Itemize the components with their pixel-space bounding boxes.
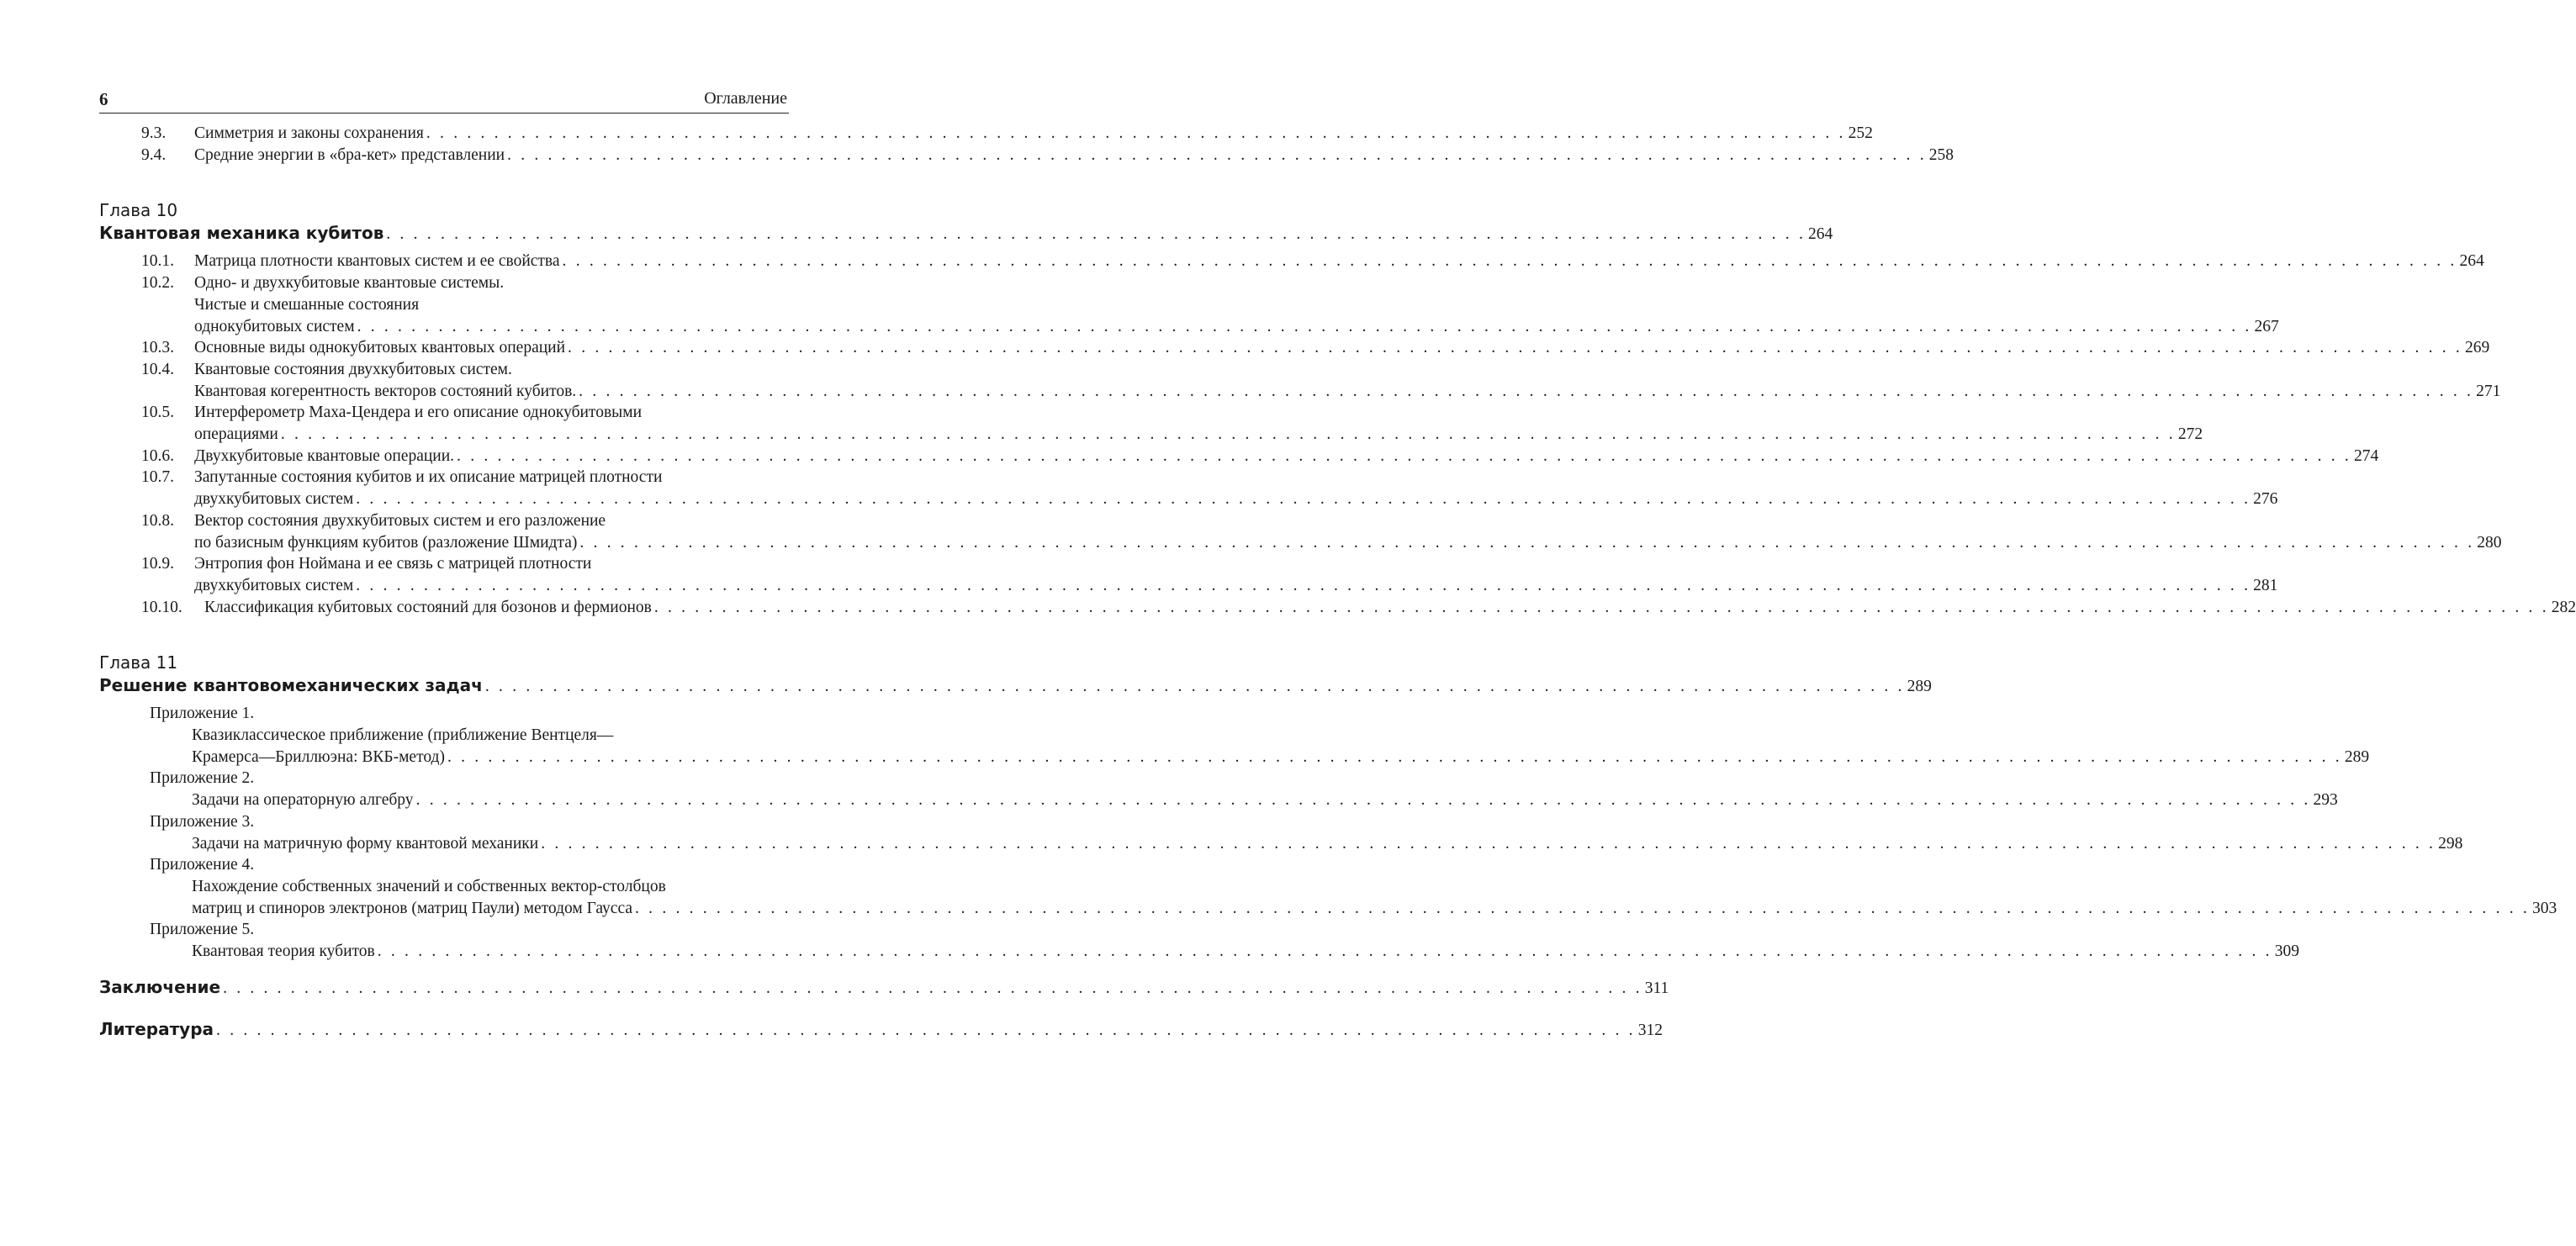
entry-last-line	[204, 597, 2576, 619]
toc-entry-10-6[interactable]	[99, 446, 2379, 467]
entry-number: 10.1.	[141, 252, 174, 271]
entry-number: 10.7.	[141, 468, 174, 487]
dot-leader: . . . . . . . . . . . . . . . . . . . . . . . . . . . . . . . . . . . . . . . . . . . . . . . . . . . . . . . . . . . . . . . . . . . . . . . . . . . . . . . . . . . . . . . . . . . . . . . . . . . . . . . . .	[223, 979, 1642, 997]
entry-number: 9.3.	[141, 124, 167, 142]
entry-last-line	[194, 316, 2279, 338]
entry-page: 276	[2253, 490, 2278, 509]
page-number: 6	[99, 89, 108, 109]
running-head: Оглавление	[704, 89, 787, 108]
dot-leader: . . . . . . . . . . . . . . . . . . . . . . . . . . . . . . . . . . . . . . . . . . . . . . . . . . . . . . . . . . . . . . . . . . . . . . . . . . . . . . . . . . . . . . . . . . . . . . . . . . . . . . . . . . . . . . . . . . . . . . . . . . . . . . . . . . . . . . . . . . . .	[357, 317, 2252, 335]
entry-title: Симметрия и законы сохранения	[194, 124, 424, 142]
entry-last-line	[192, 789, 2338, 811]
entry-number: 10.2.	[141, 274, 174, 293]
entry-number: 9.4.	[141, 145, 167, 164]
chapter-11-title[interactable]	[99, 674, 1932, 698]
entry-title-line: Чистые и смешанные состояния	[194, 295, 420, 314]
chapter-10-title[interactable]	[99, 222, 1833, 246]
entry-page: 309	[2274, 942, 2299, 961]
dot-leader: . . . . . . . . . . . . . . . . . . . . . . . . . . . . . . . . . . . . . . . . . . . . . . . . . . . . . . . . . . . . . . . . . . . . . . . . . . . . . . . . . . . . . . . . . . . . . . . . . . . . . . . . . . . . . . . . . . . . . . . . . . . . . . . . . . . . . . . . . . . .	[356, 490, 2251, 509]
appendix-label: Приложение 3.	[150, 812, 255, 831]
appendix-label: Приложение 5.	[150, 921, 255, 939]
toc-entry-appendix-3[interactable]	[99, 811, 2463, 854]
dot-leader: . . . . . . . . . . . . . . . . . . . . . . . . . . . . . . . . . . . . . . . . . . . . . . . . . . . . . . . . . . . . . . . . . . . . . . . . . . . . . . . . . . . . . . . . . . . . . . . . . . . . . . . . .	[507, 145, 1927, 164]
entry-title: Средние энергии в «бра-кет» представлении	[194, 145, 505, 164]
entry-page: 312	[1637, 1021, 1663, 1039]
appendix-line	[99, 747, 2370, 768]
dot-leader: . . . . . . . . . . . . . . . . . . . . . . . . . . . . . . . . . . . . . . . . . . . . . . . . . . . . . . . . . . . . . . . . . . . . . . . . . . . . . . . . . . . . . . . . . . . . . . . . . . . . . . . . . . . . . . . . . . . . . . . . . . . . . . . . . . . . . . . . . . . .	[562, 252, 2457, 271]
appendix-line: Квазиклассическое приближение (приближение Вентцеля—	[192, 726, 614, 745]
dot-leader: . . . . . . . . . . . . . . . . . . . . . . . . . . . . . . . . . . . . . . . . . . . . . . . . . . . . . . . . . . . . . . . . . . . . . . . . . . . . . . . . . . . . . . . . . . . . . . . . . . . . . . . . .	[216, 1021, 1636, 1039]
dot-leader: . . . . . . . . . . . . . . . . . . . . . . . . . . . . . . . . . . . . . . . . . . . . . . . . . . . . . . . . . . . . . . . . . . . . . . . . . . . . . . . . . . . . . . . . . . . . . . . . . . . . . . . . . . . . . . . . . . . . . . . . . . . . . . . . . . . . . . . . . . . .	[635, 899, 2530, 917]
entry-title-line: матриц и спиноров электронов (матриц Паули) методом Гаусса	[192, 899, 633, 917]
entry-last-line	[194, 575, 2278, 597]
entry-page: 252	[1848, 124, 1873, 142]
toc-entry-10-2[interactable]	[99, 272, 2279, 337]
dot-leader: . . . . . . . . . . . . . . . . . . . . . . . . . . . . . . . . . . . . . . . . . . . . . . . . . . . . . . . . . . . . . . . . . . . . . . . . . . . . . . . . . . . . . . . . . . . . . . . . . . . . . . . . . . . . . . . . . . . . . . . . . . . . . . . . . . . . . . . . . . . .	[447, 747, 2342, 766]
entry-page: 303	[2531, 899, 2557, 917]
toc-entry-10-1[interactable]	[99, 251, 2484, 272]
entry-last-line	[192, 747, 2369, 768]
entry-body	[194, 337, 2490, 359]
toc-entry-9-4[interactable]	[99, 145, 1954, 166]
entry-number: 10.10.	[141, 598, 182, 616]
toc-entry-10-7[interactable]	[99, 467, 2278, 509]
entry-page: 293	[2313, 791, 2338, 810]
entry-title-line: Матрица плотности квантовых систем и ее свойства	[194, 252, 560, 271]
dot-leader: . . . . . . . . . . . . . . . . . . . . . . . . . . . . . . . . . . . . . . . . . . . . . . . . . . . . . . . . . . . . . . . . . . . . . . . . . . . . . . . . . . . . . . . . . . . . . . . . . . . . . . . . . . . . . . . . . . . . . . . . . . . . . . . . . . . . . . . . . . . .	[415, 791, 2311, 810]
entry-title: Заключение	[99, 976, 221, 997]
dot-leader: . . . . . . . . . . . . . . . . . . . . . . . . . . . . . . . . . . . . . . . . . . . . . . . . . . . . . . . . . . . . . . . . . . . . . . . . . . . . . . . . . . . . . . . . . . . . . . . . . . . . . . . . . . . . . . . . . . . . . . . . . . . . . . . . . . . . . . . . . . . .	[280, 425, 2176, 444]
table-of-contents	[99, 123, 2576, 1042]
entry-title-line: Крамерса—Бриллюэна: ВКБ-метод)	[192, 747, 445, 766]
chapter-page: 264	[1808, 225, 1833, 244]
chapter-10-label: Глава 10	[99, 200, 178, 221]
chapter-10-sections	[99, 251, 2576, 618]
entry-body	[194, 402, 2203, 445]
entry-title-line: Задачи на операторную алгебру	[192, 791, 414, 810]
page-header	[99, 89, 789, 114]
entry-page: 298	[2438, 834, 2463, 853]
entry-page: 271	[2476, 382, 2501, 400]
entry-page: 258	[1928, 145, 1954, 164]
entry-page: 267	[2254, 317, 2279, 335]
entry-number: 10.4.	[141, 360, 174, 378]
entry-number: 10.9.	[141, 555, 174, 573]
toc-entry-10-5[interactable]	[99, 402, 2203, 445]
chapter-title-text: Решение квантовомеханических задач	[99, 675, 483, 696]
entry-title-line: Классификация кубитовых состояний для бозонов и фермионов	[204, 598, 652, 616]
toc-entry-10-10[interactable]	[99, 597, 2576, 619]
dot-leader: . . . . . . . . . . . . . . . . . . . . . . . . . . . . . . . . . . . . . . . . . . . . . . . . . . . . . . . . . . . . . . . . . . . . . . . . . . . . . . . . . . . . . . . . . . . . . . . . . . . . . . . . . . . . . . . . . . . . . . . . . . . . . . . . . . . . . . . . . . . .	[541, 834, 2436, 853]
entry-title-line: двухкубитовых систем	[194, 490, 354, 509]
entry-last-line	[192, 941, 2299, 963]
entry-body	[194, 467, 2278, 509]
chapter-11-label: Глава 11	[99, 652, 178, 673]
entry-page: 289	[2344, 747, 2370, 766]
entry-body	[194, 251, 2484, 272]
entry-body	[194, 510, 2502, 553]
entry-last-line	[192, 833, 2462, 855]
entry-body	[194, 446, 2379, 467]
entry-title-line: Основные виды однокубитовых квантовых операций	[194, 339, 566, 357]
chapter-page: 289	[1907, 678, 1932, 696]
entry-last-line	[194, 532, 2502, 554]
dot-leader: . . . . . . . . . . . . . . . . . . . . . . . . . . . . . . . . . . . . . . . . . . . . . . . . . . . . . . . . . . . . . . . . . . . . . . . . . . . . . . . . . . . . . . . . . . . . . . . . . . . . . . . . .	[426, 124, 1846, 142]
entry-title-line: двухкубитовых систем	[194, 576, 354, 594]
entry-last-line	[192, 898, 2557, 920]
entry-number: 10.6.	[141, 446, 174, 465]
appendix-label: Приложение 2.	[150, 769, 255, 788]
appendix-line	[99, 941, 2299, 963]
appendix-line	[99, 898, 2557, 920]
appendix-label: Приложение 4.	[150, 856, 255, 874]
entry-title-line: Энтропия фон Ноймана и ее связь с матрицей плотности	[194, 555, 592, 573]
entry-title-line: Запутанные состояния кубитов и их описание матрицей плотности	[194, 468, 663, 487]
entry-title-line: Одно- и двухкубитовые квантовые системы.	[194, 274, 505, 293]
entry-last-line	[194, 381, 2501, 403]
appendix-label: Приложение 1.	[150, 705, 255, 723]
entry-title-line: Квантовая теория кубитов	[192, 942, 375, 961]
entry-title-line: операциями	[194, 425, 278, 444]
entry-body	[204, 597, 2576, 619]
entry-number: 10.8.	[141, 511, 174, 530]
entry-title-line: Вектор состояния двухкубитовых систем и его разложение	[194, 511, 606, 530]
entry-title-line: по базисным функциям кубитов (разложение Шмидта)	[194, 533, 578, 552]
entry-page: 282	[2551, 598, 2576, 616]
entry-page: 281	[2253, 576, 2278, 594]
toc-entry-10-8[interactable]	[99, 510, 2502, 553]
entry-title-line: Задачи на матричную форму квантовой механики	[192, 834, 539, 853]
toc-entry-appendix-5[interactable]	[99, 919, 2299, 962]
dot-leader: . . . . . . . . . . . . . . . . . . . . . . . . . . . . . . . . . . . . . . . . . . . . . . . . . . . . . . . . . . . . . . . . . . . . . . . . . . . . . . . . . . . . . . . . . . . . . . . . . . . . . . . . .	[484, 678, 1905, 696]
toc-entry-10-3[interactable]	[99, 337, 2490, 359]
entry-title-line: Квантовая когерентность векторов состояний кубитов.	[194, 382, 577, 400]
toc-entry-10-9[interactable]	[99, 553, 2278, 596]
entry-body	[194, 553, 2278, 596]
dot-leader: . . . . . . . . . . . . . . . . . . . . . . . . . . . . . . . . . . . . . . . . . . . . . . . . . . . . . . . . . . . . . . . . . . . . . . . . . . . . . . . . . . . . . . . . . . . . . . . . . . . . . . . . .	[386, 225, 1806, 244]
dot-leader: . . . . . . . . . . . . . . . . . . . . . . . . . . . . . . . . . . . . . . . . . . . . . . . . . . . . . . . . . . . . . . . . . . . . . . . . . . . . . . . . . . . . . . . . . . . . . . . . . . . . . . . . . . . . . . . . . . . . . . . . . . . . . . . . . . . . . . . . . . . .	[579, 533, 2475, 552]
entry-page: 311	[1644, 979, 1669, 997]
appendix-line: Нахождение собственных значений и собственных вектор-столбцов	[192, 877, 666, 895]
dot-leader: . . . . . . . . . . . . . . . . . . . . . . . . . . . . . . . . . . . . . . . . . . . . . . . . . . . . . . . . . . . . . . . . . . . . . . . . . . . . . . . . . . . . . . . . . . . . . . . . . . . . . . . . . . . . . . . . . . . . . . . . . . . . . . . . . . . . . . . . . . . .	[653, 598, 2549, 616]
entry-body	[194, 272, 2279, 337]
entry-title-line: Интерферометр Маха-Цендера и его описание однокубитовыми	[194, 404, 643, 422]
entry-last-line	[194, 251, 2484, 272]
entry-page: 272	[2177, 425, 2203, 444]
entry-page: 274	[2353, 446, 2379, 465]
toc-entry-9-3[interactable]	[99, 123, 1873, 145]
appendix-line	[99, 833, 2463, 855]
entry-page: 280	[2477, 533, 2502, 552]
dot-leader: . . . . . . . . . . . . . . . . . . . . . . . . . . . . . . . . . . . . . . . . . . . . . . . . . . . . . . . . . . . . . . . . . . . . . . . . . . . . . . . . . . . . . . . . . . . . . . . . . . . . . . . . . . . . . . . . . . . . . . . . . . . . . . . . . . . . . . . . . . . .	[457, 446, 2351, 465]
entry-number: 10.3.	[141, 339, 174, 357]
toc-entry-10-4[interactable]	[99, 359, 2501, 402]
entry-page: 264	[2459, 252, 2484, 271]
entry-last-line	[194, 488, 2278, 510]
toc-entry-appendix-2[interactable]	[99, 768, 2338, 810]
dot-leader: . . . . . . . . . . . . . . . . . . . . . . . . . . . . . . . . . . . . . . . . . . . . . . . . . . . . . . . . . . . . . . . . . . . . . . . . . . . . . . . . . . . . . . . . . . . . . . . . . . . . . . . . . . . . . . . . . . . . . . . . . . . . . . . . . . . . . . . . . . . .	[568, 339, 2462, 357]
entry-last-line	[194, 424, 2203, 446]
chapter-title-text: Квантовая механика кубитов	[99, 223, 384, 244]
toc-entry-literature[interactable]	[99, 1018, 1663, 1042]
dot-leader: . . . . . . . . . . . . . . . . . . . . . . . . . . . . . . . . . . . . . . . . . . . . . . . . . . . . . . . . . . . . . . . . . . . . . . . . . . . . . . . . . . . . . . . . . . . . . . . . . . . . . . . . . . . . . . . . . . . . . . . . . . . . . . . . . . . . . . . . . . . .	[377, 942, 2272, 961]
toc-entry-appendix-1[interactable]	[99, 703, 2370, 768]
appendix-line	[99, 789, 2338, 811]
entry-last-line	[194, 337, 2490, 359]
entry-title: Литература	[99, 1018, 214, 1039]
entry-title-line: Двухкубитовые квантовые операции.	[194, 446, 455, 465]
toc-entry-conclusion[interactable]	[99, 976, 1669, 1000]
entry-last-line	[194, 446, 2379, 467]
entry-title-line: однокубитовых систем	[194, 317, 355, 335]
entry-title-line: Квантовые состояния двухкубитовых систем.	[194, 360, 512, 378]
dot-leader: . . . . . . . . . . . . . . . . . . . . . . . . . . . . . . . . . . . . . . . . . . . . . . . . . . . . . . . . . . . . . . . . . . . . . . . . . . . . . . . . . . . . . . . . . . . . . . . . . . . . . . . . . . . . . . . . . . . . . . . . . . . . . . . . . . . . . . . . . . . .	[356, 576, 2251, 594]
toc-entry-appendix-4[interactable]	[99, 854, 2557, 919]
entry-body	[194, 359, 2501, 402]
entry-number: 10.5.	[141, 404, 174, 422]
entry-page: 269	[2464, 339, 2490, 357]
chapter-11-appendices	[99, 703, 2557, 962]
dot-leader: . . . . . . . . . . . . . . . . . . . . . . . . . . . . . . . . . . . . . . . . . . . . . . . . . . . . . . . . . . . . . . . . . . . . . . . . . . . . . . . . . . . . . . . . . . . . . . . . . . . . . . . . . . . . . . . . . . . . . . . . . . . . . . . . . . . . . . . . . . . .	[579, 382, 2474, 400]
